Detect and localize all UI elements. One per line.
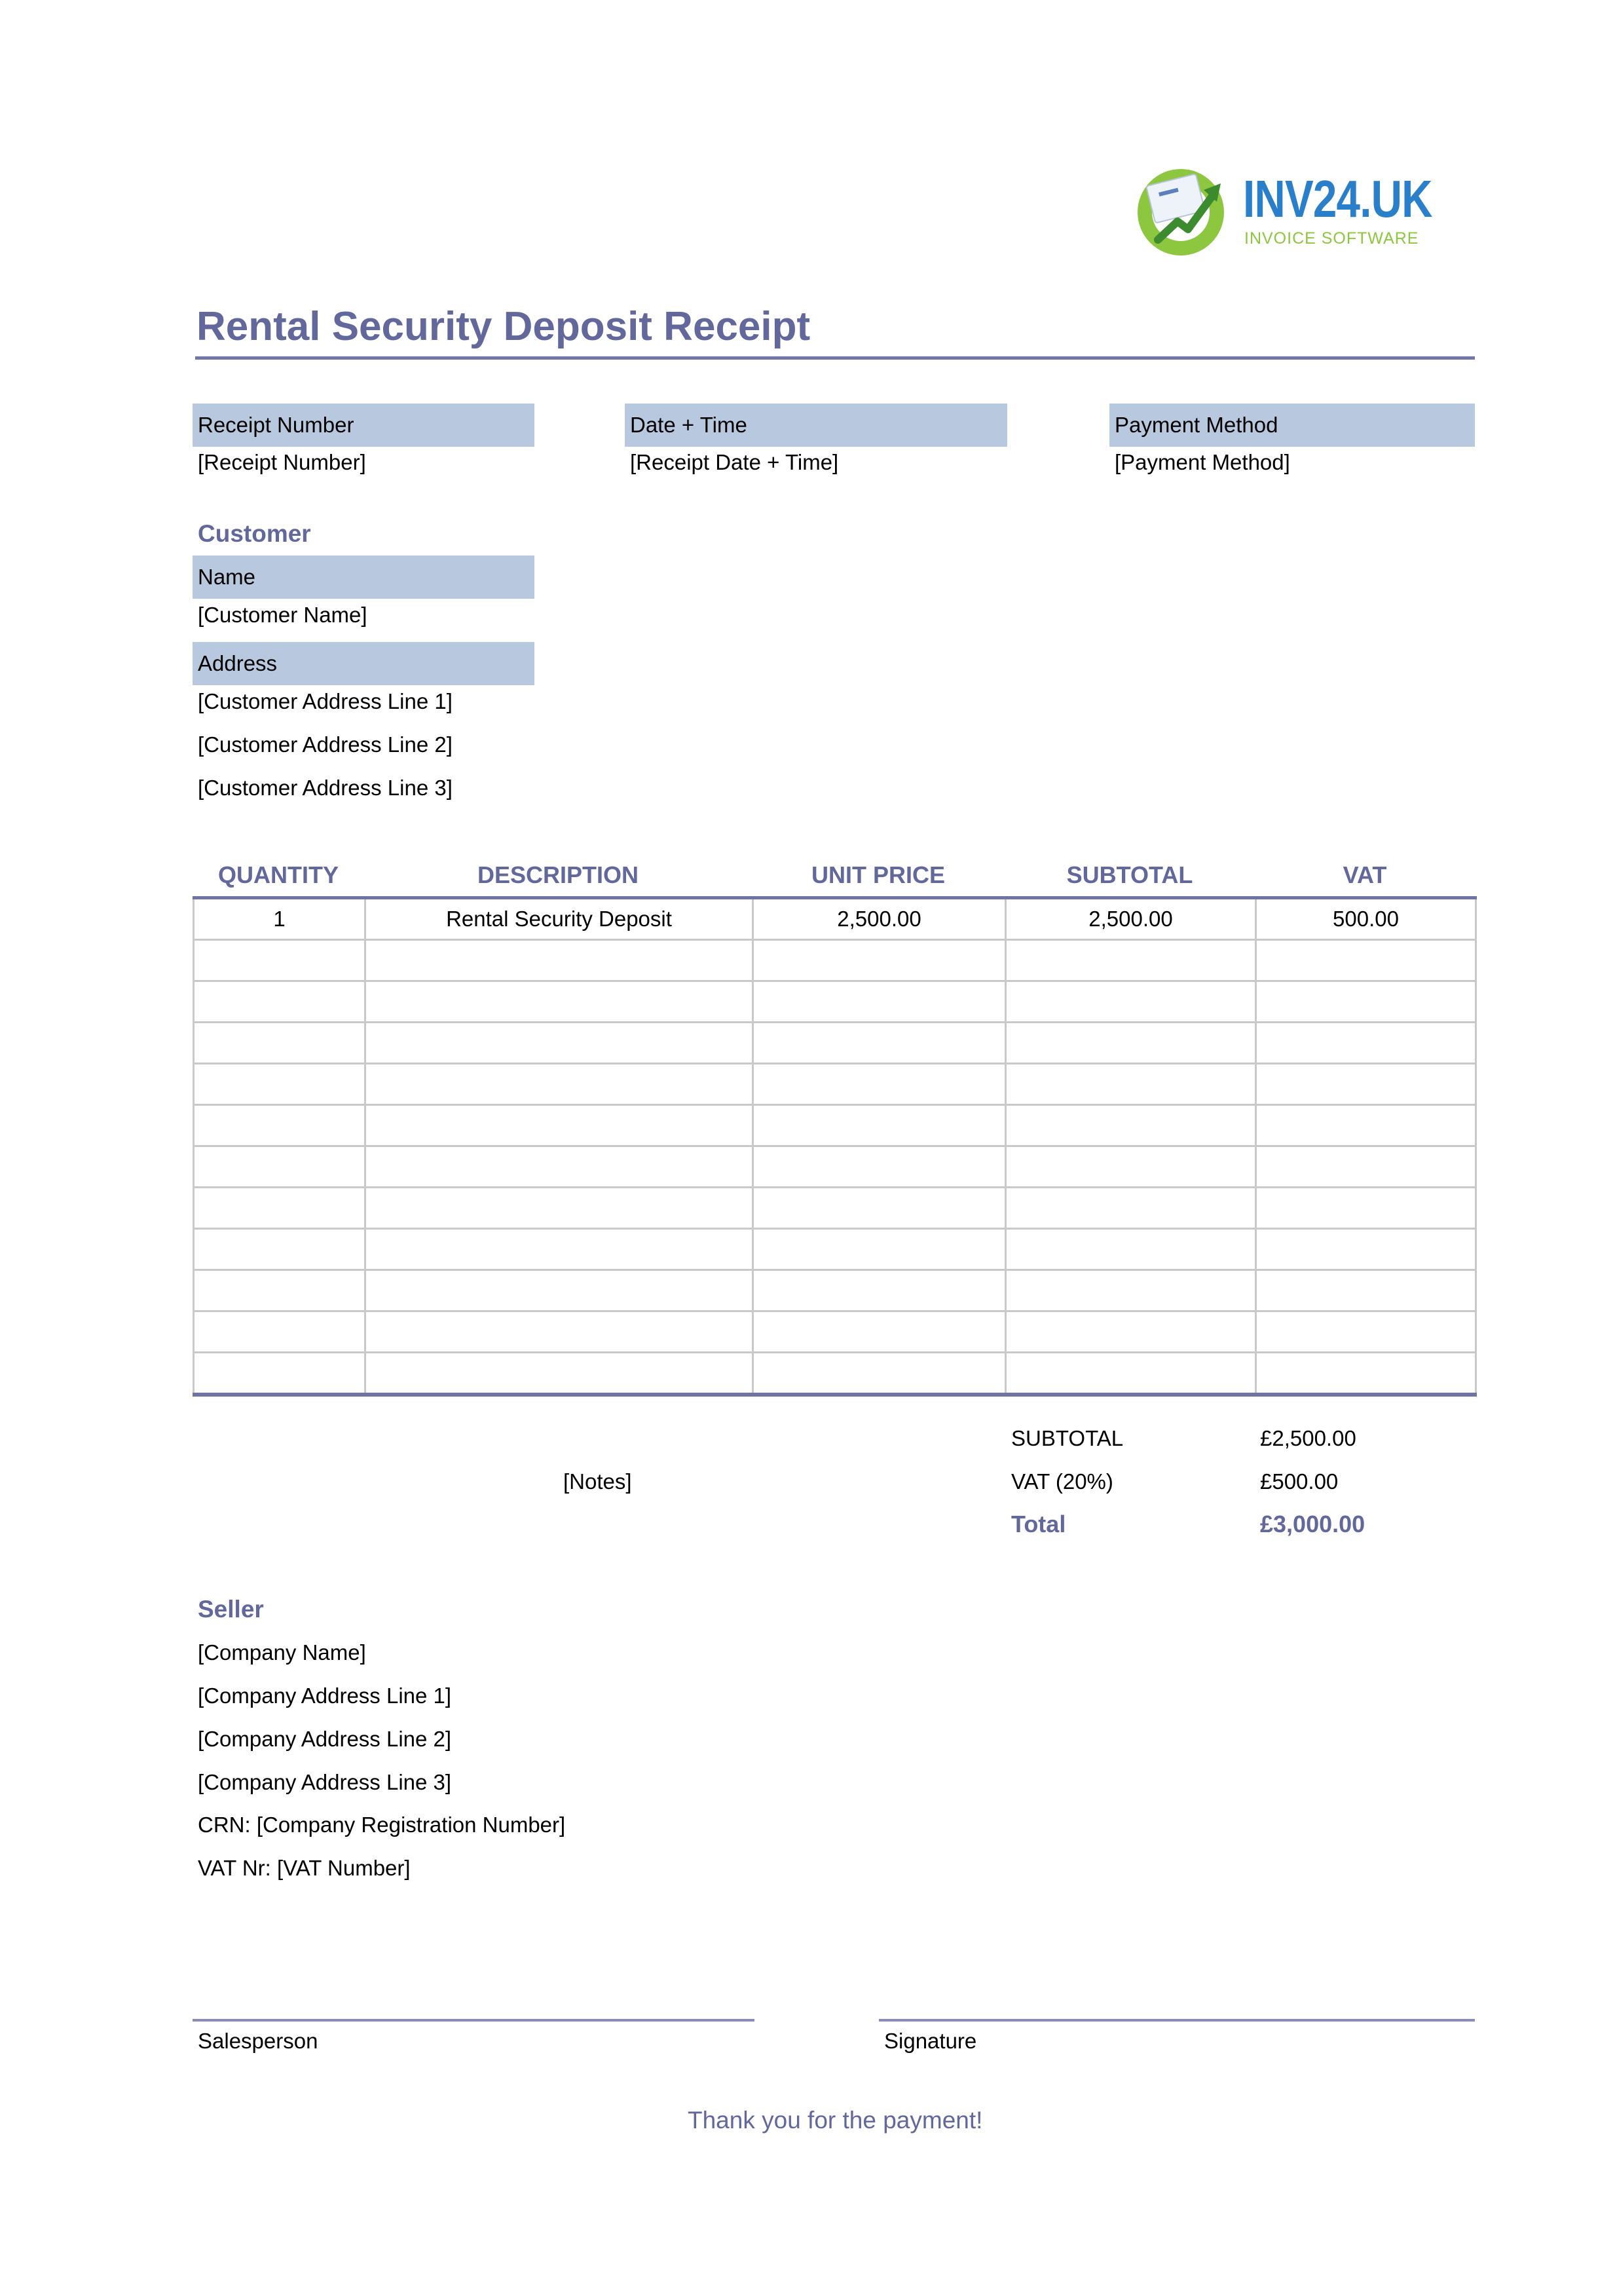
table-row: [194, 1353, 1476, 1395]
cell-unit-price: [753, 940, 1006, 981]
cell-quantity: [194, 940, 365, 981]
cell-quantity: [194, 1023, 365, 1064]
header-unit-price: UNIT PRICE: [811, 861, 945, 888]
table-row: [194, 1188, 1476, 1229]
cell-description: [365, 981, 753, 1023]
customer-address-line-2: [Customer Address Line 2]: [198, 732, 453, 757]
payment-method-value: [Payment Method]: [1115, 450, 1290, 474]
cell-subtotal: [1006, 1064, 1256, 1105]
seller-crn: CRN: [Company Registration Number]: [198, 1813, 566, 1837]
cell-subtotal: [1006, 981, 1256, 1023]
cell-subtotal: [1006, 1311, 1256, 1353]
table-row: [194, 1146, 1476, 1188]
cell-description: [365, 1105, 753, 1146]
cell-description: Rental Security Deposit: [365, 898, 753, 940]
cell-quantity: 1: [194, 898, 365, 940]
seller-address-line-3: [Company Address Line 3]: [198, 1770, 452, 1794]
cell-unit-price: [753, 981, 1006, 1023]
cell-quantity: [194, 1353, 365, 1395]
cell-description: [365, 1270, 753, 1311]
table-row: [194, 1064, 1476, 1105]
header-description: DESCRIPTION: [477, 861, 639, 888]
cell-vat: [1256, 940, 1476, 981]
signature-label: Signature: [884, 2029, 977, 2053]
customer-address-line-3: [Customer Address Line 3]: [198, 776, 453, 800]
seller-address-line-1: [Company Address Line 1]: [198, 1684, 452, 1708]
cell-unit-price: [753, 1353, 1006, 1395]
cell-quantity: [194, 981, 365, 1023]
seller-vat-number: VAT Nr: [VAT Number]: [198, 1856, 411, 1880]
cell-vat: [1256, 1188, 1476, 1229]
vat-value: £500.00: [1260, 1469, 1339, 1494]
cell-description: [365, 1064, 753, 1105]
cell-vat: [1256, 1353, 1476, 1395]
cell-description: [365, 1311, 753, 1353]
customer-name-label: Name: [193, 555, 534, 599]
cell-unit-price: [753, 1311, 1006, 1353]
table-row: [194, 1105, 1476, 1146]
date-time-label: Date + Time: [625, 404, 1007, 447]
cell-subtotal: [1006, 1270, 1256, 1311]
total-label: Total: [1011, 1511, 1066, 1537]
title-divider: [195, 356, 1475, 360]
items-table-header: [193, 858, 1475, 892]
table-row: [194, 1270, 1476, 1311]
customer-address-label: Address: [193, 642, 534, 685]
cell-unit-price: [753, 1023, 1006, 1064]
logo-tagline: INVOICE SOFTWARE: [1244, 229, 1419, 248]
cell-quantity: [194, 1146, 365, 1188]
subtotal-label: SUBTOTAL: [1011, 1426, 1124, 1450]
cell-vat: 500.00: [1256, 898, 1476, 940]
cell-subtotal: [1006, 940, 1256, 981]
cell-subtotal: [1006, 1353, 1256, 1395]
cell-vat: [1256, 1023, 1476, 1064]
cell-quantity: [194, 1188, 365, 1229]
date-time-value: [Receipt Date + Time]: [630, 450, 839, 474]
cell-subtotal: [1006, 1188, 1256, 1229]
cell-quantity: [194, 1270, 365, 1311]
cell-subtotal: [1006, 1105, 1256, 1146]
customer-name-value: [Customer Name]: [198, 603, 367, 627]
cell-unit-price: [753, 1064, 1006, 1105]
cell-vat: [1256, 1146, 1476, 1188]
items-table: [193, 896, 1477, 1397]
receipt-number-value: [Receipt Number]: [198, 450, 366, 474]
salesperson-label: Salesperson: [198, 2029, 318, 2053]
payment-method-label: Payment Method: [1109, 404, 1475, 447]
total-value: £3,000.00: [1260, 1511, 1365, 1537]
logo-brand-text: INV24.UK: [1243, 170, 1432, 228]
cell-subtotal: 2,500.00: [1006, 898, 1256, 940]
cell-vat: [1256, 1064, 1476, 1105]
cell-vat: [1256, 1270, 1476, 1311]
table-row: [194, 981, 1476, 1023]
table-row: [194, 1023, 1476, 1064]
cell-description: [365, 1229, 753, 1270]
subtotal-value: £2,500.00: [1260, 1426, 1356, 1450]
customer-heading: Customer: [198, 520, 311, 547]
table-row: [194, 940, 1476, 981]
receipt-number-label: Receipt Number: [193, 404, 534, 447]
table-row: [194, 1229, 1476, 1270]
header-vat: VAT: [1343, 861, 1387, 888]
cell-unit-price: [753, 1146, 1006, 1188]
cell-description: [365, 1353, 753, 1395]
cell-vat: [1256, 1105, 1476, 1146]
cell-quantity: [194, 1064, 365, 1105]
cell-description: [365, 1146, 753, 1188]
document-title: Rental Security Deposit Receipt: [196, 304, 811, 349]
cell-unit-price: [753, 1229, 1006, 1270]
cell-quantity: [194, 1105, 365, 1146]
salesperson-line: [193, 2019, 754, 2022]
cell-unit-price: [753, 1188, 1006, 1229]
customer-address-line-1: [Customer Address Line 1]: [198, 689, 453, 713]
cell-unit-price: 2,500.00: [753, 898, 1006, 940]
notes: [Notes]: [563, 1469, 632, 1494]
header-quantity: QUANTITY: [218, 861, 339, 888]
cell-description: [365, 1023, 753, 1064]
cell-vat: [1256, 981, 1476, 1023]
cell-subtotal: [1006, 1146, 1256, 1188]
vat-label: VAT (20%): [1011, 1469, 1113, 1494]
seller-company-name: [Company Name]: [198, 1640, 366, 1665]
table-row: [194, 1311, 1476, 1353]
cell-quantity: [194, 1311, 365, 1353]
table-row: [194, 898, 1476, 940]
seller-heading: Seller: [198, 1596, 264, 1623]
signature-line: [879, 2019, 1475, 2022]
cell-quantity: [194, 1229, 365, 1270]
cell-subtotal: [1006, 1229, 1256, 1270]
cell-unit-price: [753, 1105, 1006, 1146]
cell-vat: [1256, 1311, 1476, 1353]
cell-vat: [1256, 1229, 1476, 1270]
thank-you-message: Thank you for the payment!: [688, 2107, 983, 2134]
seller-address-line-2: [Company Address Line 2]: [198, 1727, 452, 1751]
cell-description: [365, 940, 753, 981]
cell-unit-price: [753, 1270, 1006, 1311]
cell-description: [365, 1188, 753, 1229]
header-subtotal: SUBTOTAL: [1066, 861, 1193, 888]
cell-subtotal: [1006, 1023, 1256, 1064]
logo-icon: [1132, 161, 1230, 259]
